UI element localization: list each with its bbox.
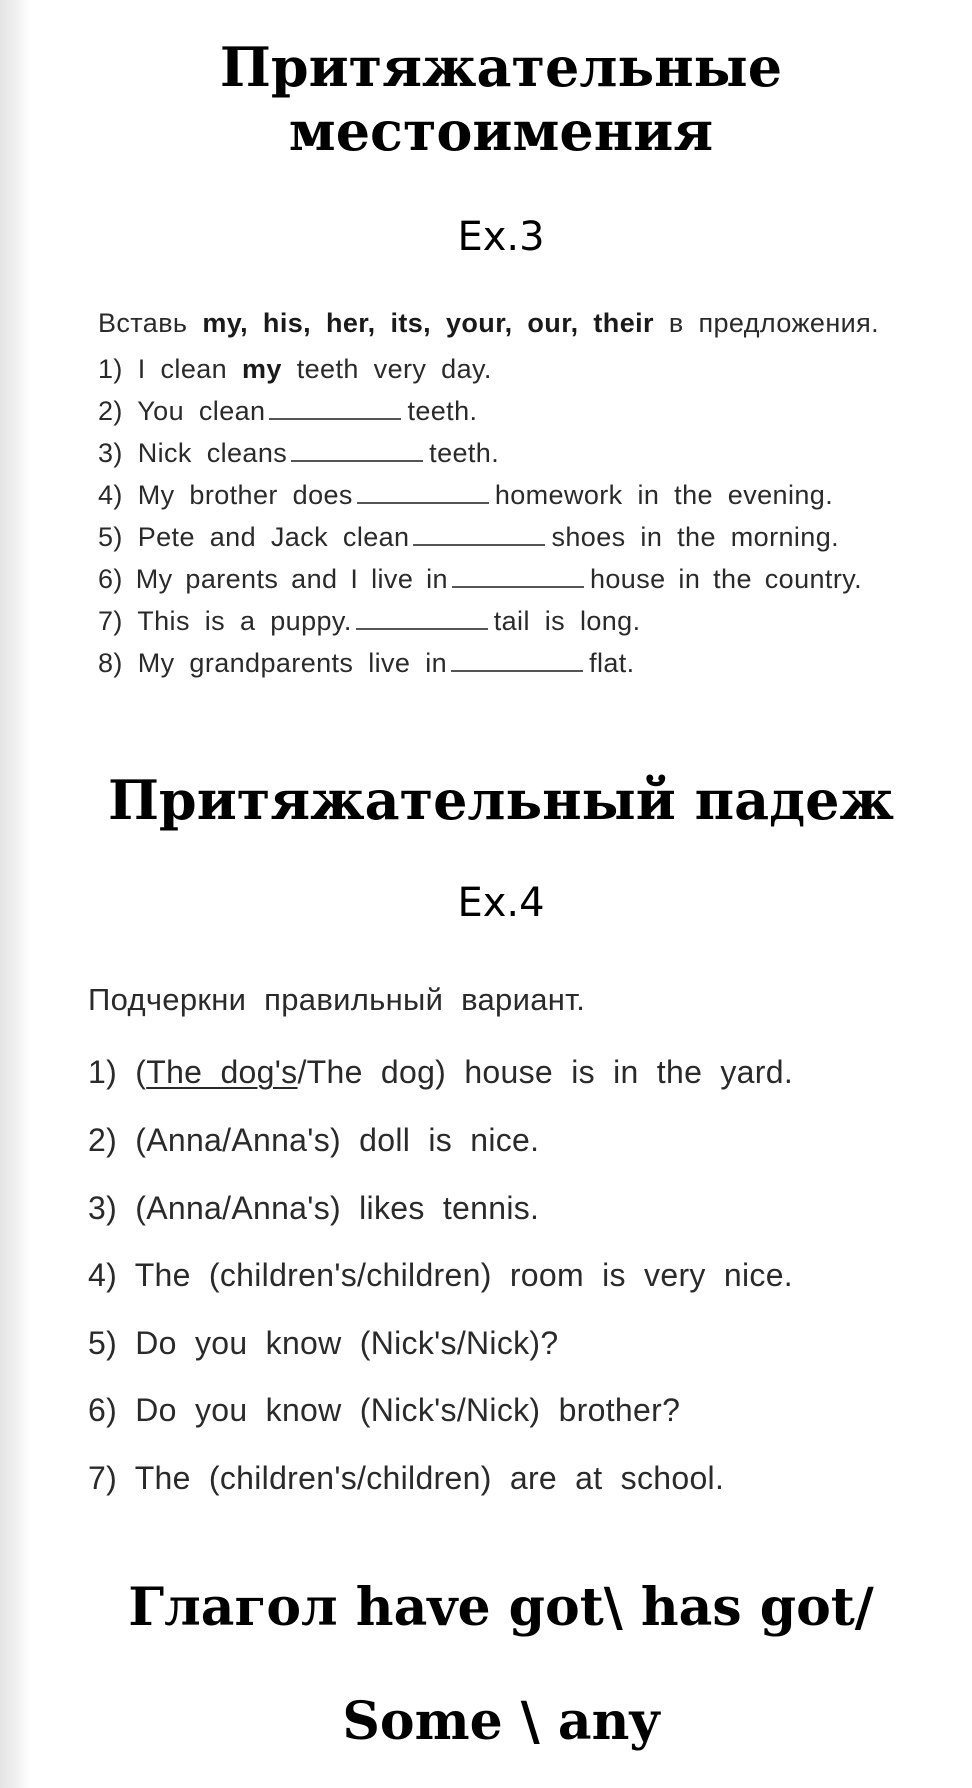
- exercise4-sentence: 5) Do you know (Nick's/Nick)?: [88, 1325, 559, 1361]
- exercise3-sentence: 8) My grandparents live in flat.: [98, 648, 635, 678]
- exercise4-label: Ex.4: [457, 880, 545, 926]
- answer-blank: [291, 460, 423, 462]
- exercise4-sentence: 2) (Anna/Anna's) doll is nice.: [88, 1122, 540, 1158]
- exercise3-label: Ex.3: [457, 214, 545, 260]
- exercise4-sentence: 6) Do you know (Nick's/Nick) brother?: [88, 1392, 681, 1428]
- exercise3-sentence: 4) My brother does homework in the evening.: [98, 480, 834, 510]
- exercise3-sentence: 6) My parents and I live in house in the country.: [98, 564, 863, 594]
- section3-title-line1: Глагол have got\ has got/: [128, 1577, 874, 1638]
- answer-blank: [451, 670, 583, 672]
- exercise4-sentence: 3) (Anna/Anna's) likes tennis.: [88, 1190, 540, 1226]
- exercise4-sentence: 1) (The dog's/The dog) house is in the yard.: [88, 1054, 794, 1090]
- underlined-answer: The dog's: [146, 1054, 298, 1090]
- section2-title: Притяжательный падеж: [107, 768, 895, 832]
- exercise3-sentence: 7) This is a puppy. tail is long.: [98, 606, 641, 636]
- exercise4-sentence: 4) The (children's/children) room is very nice.: [88, 1257, 793, 1293]
- exercise3-sentence: 1) I clean my teeth very day.: [98, 354, 492, 384]
- exercise4-block: [88, 982, 948, 1502]
- answer-blank: [356, 628, 488, 630]
- pronoun-list: my, his, her, its, your, our, their: [202, 308, 654, 338]
- answer-blank: [269, 418, 401, 420]
- exercise3-sentence: 5) Pete and Jack clean shoes in the morning.: [98, 522, 840, 552]
- page-shadow-edge: [0, 0, 30, 1788]
- answer-blank: [357, 502, 489, 504]
- exercise3-sentence: 2) You clean teeth.: [98, 396, 478, 426]
- exercise4-sentence: 7) The (children's/children) are at school.: [88, 1460, 725, 1496]
- exercise3-block: [98, 308, 970, 688]
- section1-title-line2: местоимения: [288, 99, 714, 163]
- exercise3-sentence: 3) Nick cleans teeth.: [98, 438, 500, 468]
- exercise3-instruction: Вставь my, his, her, its, your, our, their в предложения.: [98, 308, 880, 338]
- section3-title-line2: Some \ any: [342, 1691, 660, 1752]
- answer-blank: [413, 544, 545, 546]
- exercise4-instruction: Подчеркни правильный вариант.: [88, 982, 586, 1017]
- section1-title-line1: Притяжательные: [219, 35, 783, 99]
- answer-blank: [452, 586, 584, 588]
